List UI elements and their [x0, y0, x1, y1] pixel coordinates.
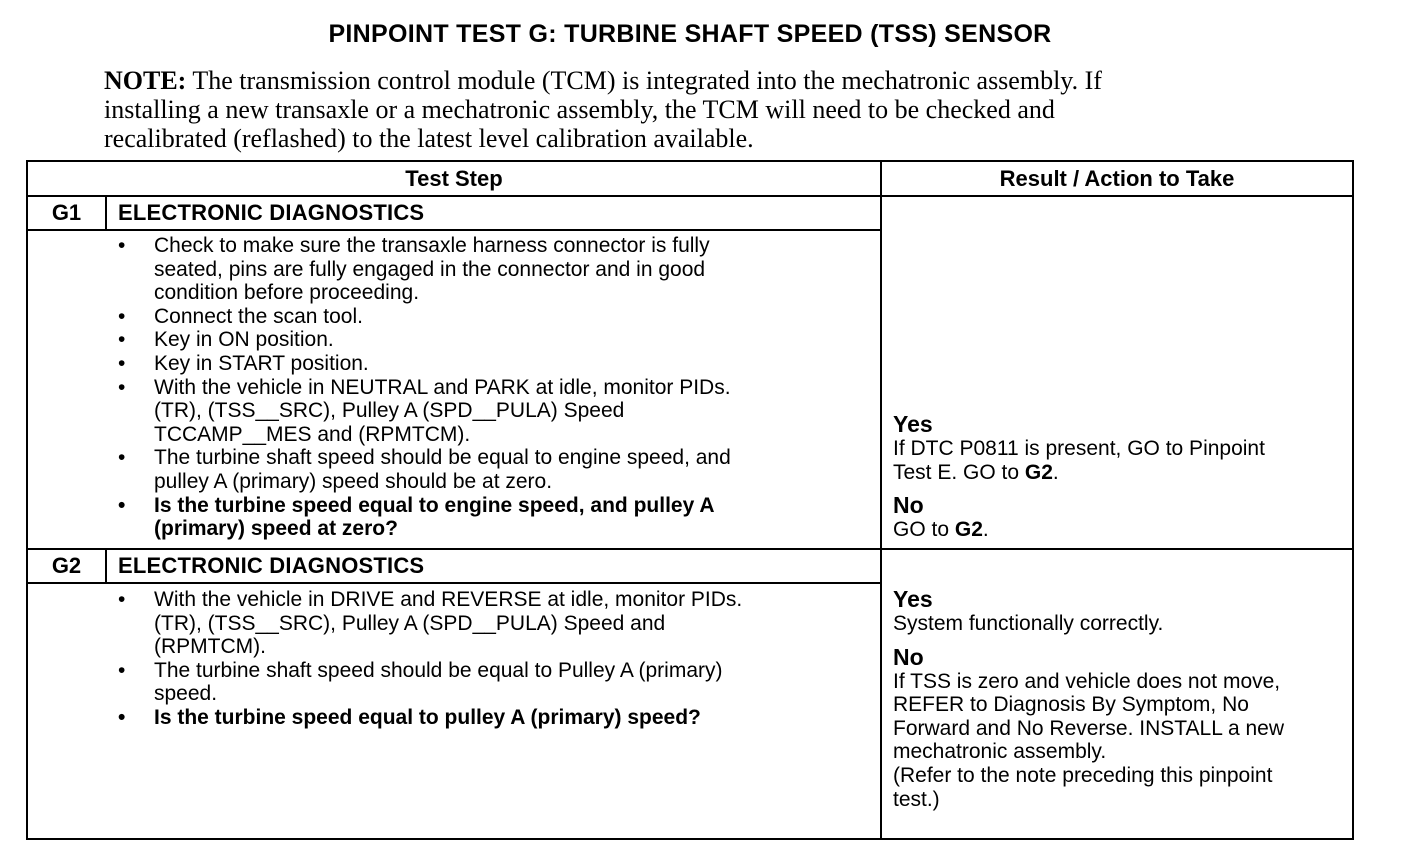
note-line: [104, 66, 1304, 95]
result-yes-text: System functionally correctly.: [893, 612, 1164, 635]
step-id-divider: [105, 550, 107, 582]
result-no-text: [893, 518, 1353, 542]
bullet-line: (RPMTCM).: [154, 635, 266, 659]
pinpoint-test-table: [26, 160, 1354, 840]
page-title: PINPOINT TEST G: TURBINE SHAFT SPEED (TSS) SENSOR: [328, 20, 1052, 48]
bullet-line: With the vehicle in DRIVE and REVERSE at idle, monitor PIDs.: [154, 588, 743, 611]
result-no-text: (Refer to the note preceding this pinpoint: [893, 763, 1273, 787]
result-yes-text: [893, 461, 1353, 485]
bullet-line: condition before proceeding.: [154, 281, 420, 305]
bullet-line: Key in START position.: [154, 351, 369, 375]
column-divider: [880, 197, 882, 838]
result-yes-text: If DTC P0811 is present, GO to Pinpoint: [893, 437, 1265, 460]
result-no-text: mechatronic assembly.: [893, 740, 1107, 764]
bullet-item: • Check to make sure the transaxle harness connector is fully seated, pins are fully engaged in the connector and in good condition before proceeding.: [114, 234, 874, 305]
bullet-line: Key in ON position.: [154, 328, 334, 352]
bullet-question: • Is the turbine speed equal to engine speed, and pulley A (primary) speed at zero?: [114, 494, 874, 541]
result-text: GO to: [893, 518, 955, 542]
bullet-line: With the vehicle in NEUTRAL and PARK at idle, monitor PIDs.: [154, 375, 731, 399]
bullet-line: (primary) speed at zero?: [154, 517, 398, 541]
step-reference: G2: [1024, 460, 1053, 484]
bullet-line: The turbine shaft speed should be equal to engine speed, and: [154, 446, 731, 470]
result-text: .: [982, 518, 989, 542]
step-g1-bullets: [114, 234, 874, 541]
note-text: The transmission control module (TCM) is integrated into the mechatronic assembly. If: [186, 66, 1102, 95]
result-no-text: REFER to Diagnosis By Symptom, No: [893, 693, 1249, 717]
bullet-line: The turbine shaft speed should be equal to Pulley A (primary): [154, 658, 723, 682]
row-divider: [28, 582, 880, 584]
step-id-divider: [105, 197, 107, 229]
bullet-item: • Connect the scan tool.: [114, 305, 874, 329]
step-g2-results: [893, 586, 1353, 811]
step-id-g2: G2: [51, 553, 82, 578]
bullet-item: • With the vehicle in NEUTRAL and PARK at idle, monitor PIDs. (TR), (TSS__SRC), Pulley A (SPD__PULA) Speed TCCAMP__MES and (RPMTCM).: [114, 376, 874, 447]
header-test-step: Test Step: [28, 162, 882, 195]
note-paragraph: [104, 66, 1304, 153]
table-header: [28, 162, 1352, 197]
step-reference: G2: [954, 518, 983, 542]
result-no-label: No: [893, 492, 924, 519]
bullet-line: (TR), (TSS__SRC), Pulley A (SPD__PULA) Speed: [154, 399, 625, 423]
bullet-line: Is the turbine speed equal to pulley A (primary) speed?: [154, 705, 701, 729]
note-line: installing a new transaxle or a mechatronic assembly, the TCM will need to be checked and: [104, 95, 1055, 124]
bullet-line: speed.: [154, 682, 218, 706]
bullet-line: seated, pins are fully engaged in the connector and in good: [154, 257, 706, 281]
header-result-action: Result / Action to Take: [999, 166, 1235, 191]
step-title-g2: ELECTRONIC DIAGNOSTICS: [118, 553, 425, 578]
result-no-text: If TSS is zero and vehicle does not move,: [893, 669, 1281, 693]
bullet-item: • Key in START position.: [114, 352, 874, 376]
row-divider: [28, 229, 880, 231]
result-no-text: Forward and No Reverse. INSTALL a new: [893, 716, 1285, 740]
result-text: .: [1052, 460, 1059, 484]
step-title-g1: ELECTRONIC DIAGNOSTICS: [118, 200, 425, 225]
bullet-item: • The turbine shaft speed should be equal to engine speed, and pulley A (primary) speed should be at zero.: [114, 446, 874, 493]
bullet-item: • With the vehicle in DRIVE and REVERSE at idle, monitor PIDs. (TR), (TSS__SRC), Pulley A (SPD__PULA) Speed and (RPMTCM).: [114, 588, 874, 659]
bullet-line: Is the turbine speed equal to engine speed, and pulley A: [154, 493, 715, 517]
bullet-line: pulley A (primary) speed should be at zero.: [154, 469, 553, 493]
note-line: recalibrated (reflashed) to the latest level calibration available.: [104, 124, 754, 153]
step-id-g1: G1: [51, 200, 82, 225]
bullet-line: (TR), (TSS__SRC), Pulley A (SPD__PULA) Speed and: [154, 611, 666, 635]
result-yes-label: Yes: [893, 586, 933, 612]
step-g2-bullets: [114, 588, 874, 730]
result-no-label: No: [893, 643, 924, 670]
step-g1-results: [893, 411, 1353, 542]
bullet-line: TCCAMP__MES and (RPMTCM).: [154, 422, 471, 446]
bullet-line: Connect the scan tool.: [154, 304, 363, 328]
result-yes-label: Yes: [893, 411, 933, 437]
bullet-item: • The turbine shaft speed should be equal to Pulley A (primary) speed.: [114, 659, 874, 706]
note-label: NOTE:: [104, 66, 187, 95]
bullet-line: Check to make sure the transaxle harness connector is fully: [154, 234, 710, 257]
bullet-question: • Is the turbine speed equal to pulley A (primary) speed?: [114, 706, 874, 730]
result-text: Test E. GO to: [893, 460, 1025, 484]
result-no-text: test.): [893, 787, 940, 811]
bullet-item: • Key in ON position.: [114, 328, 874, 352]
